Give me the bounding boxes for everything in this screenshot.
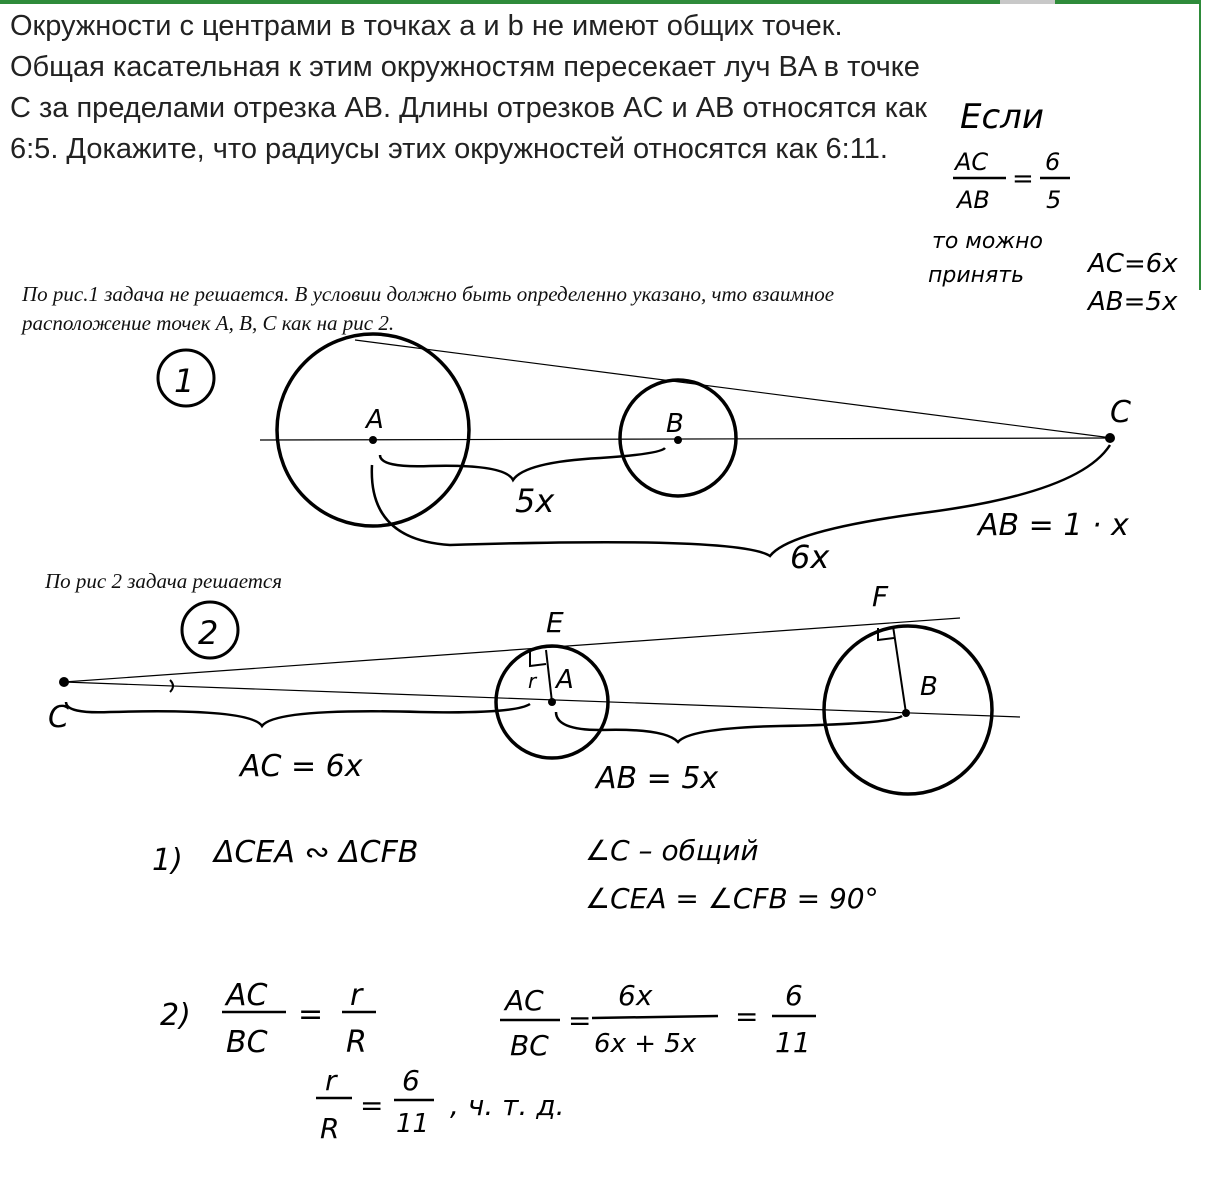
step3-R: R bbox=[320, 1112, 340, 1145]
figure1-label-a: A bbox=[366, 405, 384, 435]
margin-ratio-den: AB bbox=[957, 186, 990, 214]
step2-bc: BC bbox=[226, 1025, 268, 1060]
figure1-axis-line bbox=[260, 438, 1112, 440]
step3-11: 11 bbox=[396, 1109, 430, 1139]
figure2-note: По рис 2 задача решается bbox=[45, 569, 283, 593]
step1-number: 1) bbox=[152, 843, 183, 878]
step2-number: 2) bbox=[160, 998, 191, 1033]
step2-eq2: = bbox=[568, 1004, 592, 1037]
margin-val-num: 6 bbox=[1045, 148, 1061, 176]
figure2-label-f: F bbox=[872, 580, 889, 613]
margin-val-den: 5 bbox=[1046, 186, 1062, 214]
step2-ac-2: AC bbox=[505, 984, 544, 1017]
step2-r: r bbox=[350, 978, 363, 1013]
figure2-label-a: A bbox=[556, 665, 574, 695]
figure2-label-r: r bbox=[528, 669, 537, 693]
step2-bc-2: BC bbox=[510, 1029, 549, 1062]
figure2-label-b: B bbox=[920, 672, 938, 702]
figure-2 bbox=[48, 580, 1020, 796]
step3-r: r bbox=[325, 1064, 337, 1097]
figure1-label-b: B bbox=[666, 409, 684, 439]
margin-accept: принять bbox=[928, 263, 1025, 288]
step2-ac: AC bbox=[226, 978, 268, 1013]
step2-eq3: = bbox=[735, 1000, 759, 1033]
figure2-radius-R bbox=[893, 626, 906, 713]
step2-6x: 6x bbox=[618, 979, 653, 1012]
figure2-point-c bbox=[59, 677, 69, 687]
step3-6: 6 bbox=[402, 1064, 420, 1097]
margin-ab: AB=5x bbox=[1088, 287, 1178, 317]
figure2-label-e: E bbox=[546, 606, 564, 639]
step2-sum: 6x + 5x bbox=[594, 1029, 697, 1059]
margin-if: Если bbox=[960, 97, 1045, 137]
figure2-brace-ac-label: AC = 6x bbox=[240, 749, 363, 784]
margin-then: то можно bbox=[932, 229, 1043, 254]
step2-eq1: = bbox=[298, 997, 324, 1032]
figure1-point-c bbox=[1105, 433, 1115, 443]
step1-similarity: ΔCEA ∾ ΔCFB bbox=[214, 835, 419, 870]
step2-6: 6 bbox=[785, 979, 803, 1012]
figure-1 bbox=[158, 334, 1131, 576]
figure1-brace-ac-label: 6x bbox=[790, 538, 830, 576]
figure2-radius-r bbox=[546, 650, 552, 702]
figure2-label-c: C bbox=[48, 700, 69, 735]
figure1-number: 1 bbox=[174, 362, 195, 400]
figure2-brace-ab bbox=[556, 712, 902, 742]
step3-eq: = bbox=[360, 1089, 384, 1122]
figure2-number: 2 bbox=[198, 614, 219, 652]
step3-qed: , ч. т. д. bbox=[450, 1089, 565, 1122]
margin-ac: AC=6x bbox=[1088, 249, 1178, 279]
figure2-brace-ac bbox=[66, 702, 530, 726]
figure2-right-angle-e bbox=[530, 652, 546, 666]
step1-right-angles: ∠CEA = ∠CFB = 90° bbox=[585, 882, 879, 915]
solution bbox=[152, 834, 879, 1145]
step1-common-angle: ∠C – общий bbox=[585, 834, 759, 867]
step2-11: 11 bbox=[775, 1026, 811, 1059]
figure1-label-c: C bbox=[1110, 395, 1131, 430]
problem-statement: Окружности с центрами в точках a и b не имеют общих точек. Общая касательная к этим окружностям пересекает луч BA в точке C за пределами отрезка AB. Длины отрезков AC и AB относятся как 6:5. Докажите, что радиусы этих окружностей относятся как 6:11. bbox=[10, 10, 927, 165]
margin-ratio-num: AC bbox=[955, 148, 989, 176]
figure1-note: По рис.1 задача не решается. В условии должно быть определенно указано, что взаимное расположение точек A, B, C как на рис 2. bbox=[22, 282, 835, 335]
figure2-brace-ab-label: AB = 5x bbox=[596, 761, 719, 796]
margin-note bbox=[928, 97, 1178, 317]
step2-R: R bbox=[346, 1025, 367, 1060]
margin-eq: = bbox=[1012, 164, 1034, 194]
figure1-brace-ab-label: 5x bbox=[515, 482, 555, 520]
figure1-point-a bbox=[369, 436, 377, 444]
figure1-side-note: AB = 1 · x bbox=[978, 508, 1129, 543]
